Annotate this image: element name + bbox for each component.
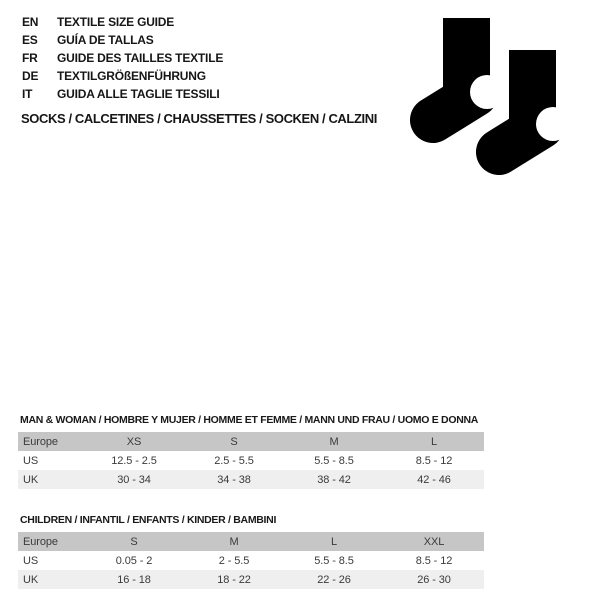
size-cell: 5.5 - 8.5 <box>314 554 354 567</box>
column-header-size: L <box>430 435 438 448</box>
children-size-section <box>18 513 485 589</box>
language-row <box>22 31 223 49</box>
size-cell: 38 - 42 <box>317 473 351 486</box>
region-cell: UK <box>23 473 39 486</box>
table-header-row <box>18 432 484 451</box>
column-header-region: Europe <box>23 435 58 448</box>
table-row-uk <box>18 470 484 489</box>
size-cell: 0.05 - 2 <box>115 554 153 567</box>
column-header-region: Europe <box>23 535 58 548</box>
category-title: SOCKS / CALCETINES / CHAUSSETTES / SOCKEN / CALZINI <box>21 111 377 126</box>
size-cell: 2 - 5.5 <box>218 554 250 567</box>
region-cell: US <box>23 554 39 567</box>
column-header-size: S <box>230 435 238 448</box>
adult-table-title: MAN & WOMAN / HOMBRE Y MUJER / HOMME ET FEMME / MANN UND FRAU / UOMO E DONNA <box>20 414 479 426</box>
column-header-size: S <box>130 535 138 548</box>
language-label: GUIDE DES TAILLES TEXTILE <box>57 51 224 65</box>
language-code: DE <box>22 69 39 83</box>
language-label: GUIDA ALLE TAGLIE TESSILI <box>57 87 220 101</box>
table-row-us <box>18 451 484 470</box>
column-header-size: M <box>229 535 239 548</box>
size-cell: 16 - 18 <box>117 573 151 586</box>
sock-right-shape <box>499 50 570 152</box>
language-row <box>22 13 223 31</box>
size-cell: 34 - 38 <box>217 473 251 486</box>
language-code: EN <box>22 15 39 29</box>
adult-size-section <box>18 413 485 489</box>
language-code: IT <box>22 87 33 101</box>
size-cell: 22 - 26 <box>317 573 351 586</box>
table-header-row <box>18 532 484 551</box>
language-row <box>22 85 223 103</box>
language-row <box>22 49 223 67</box>
language-label: TEXTILGRÖßENFÜHRUNG <box>57 69 206 83</box>
sock-left-shape <box>433 18 504 120</box>
adult-size-table <box>18 432 484 489</box>
size-cell: 8.5 - 12 <box>415 454 453 467</box>
size-cell: 18 - 22 <box>217 573 251 586</box>
column-header-size: XXL <box>423 535 445 548</box>
region-cell: US <box>23 454 39 467</box>
size-cell: 8.5 - 12 <box>415 554 453 567</box>
language-list <box>22 13 223 103</box>
size-cell: 2.5 - 5.5 <box>214 454 254 467</box>
language-code: FR <box>22 51 38 65</box>
language-code: ES <box>22 33 38 47</box>
size-cell: 30 - 34 <box>117 473 151 486</box>
language-label: GUÍA DE TALLAS <box>57 33 154 47</box>
language-label: TEXTILE SIZE GUIDE <box>57 15 175 29</box>
region-cell: UK <box>23 573 39 586</box>
size-cell: 5.5 - 8.5 <box>314 454 354 467</box>
children-size-table <box>18 532 484 589</box>
table-row-uk <box>18 570 484 589</box>
column-header-size: L <box>330 535 338 548</box>
socks-icon-svg <box>405 14 571 176</box>
table-row-us <box>18 551 484 570</box>
column-header-size: XS <box>126 435 142 448</box>
socks-icon <box>405 14 571 176</box>
size-cell: 42 - 46 <box>417 473 451 486</box>
size-cell: 12.5 - 2.5 <box>111 454 157 467</box>
column-header-size: M <box>329 435 339 448</box>
size-cell: 26 - 30 <box>417 573 451 586</box>
children-table-title: CHILDREN / INFANTIL / ENFANTS / KINDER / BAMBINI <box>20 514 277 526</box>
language-row <box>22 67 223 85</box>
